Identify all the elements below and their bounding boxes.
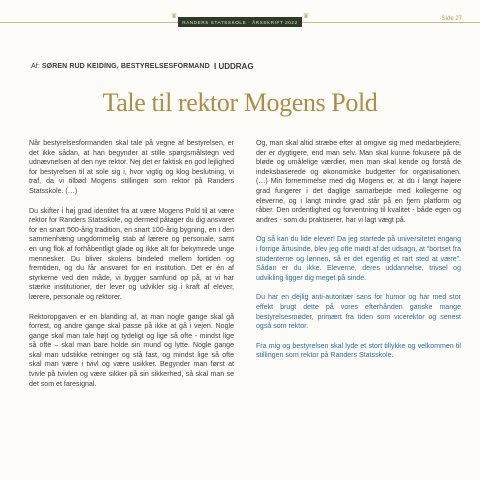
byline-prefix: Af: [31,63,42,70]
paragraph: Rektoropgaven er en blanding af, at man nogle gange skal gå forrest, og andre gange skal passe på ikke at gå i vejen. Nogle gange skal man tale højt og tydeligt og lige så ofte - mindst lige så ofte – skal man bare holde sin mund og lytte. Nogle gange skal man udstikke retninger og stå fast, og mindst lige så ofte skal man være i tvivl og være usikker. Begynder man først at tvivle på tvivlen og være sikker på sin sikkerhed, så skal man se det som et faresignal. [29,313,234,388]
article-title: Tale til rektor Mogens Pold [102,88,378,117]
right-column [256,139,461,371]
byline-author: SØREN RUD KEIDING, BESTYRELSESFORMAND [41,63,210,70]
crown-icon: ♛ [170,13,178,20]
section-label: I UDDRAG [214,62,254,71]
paragraph: Når bestyrelsesformanden skal tale på vegne af bestyrelsen, er det ikke sådan, at han begynder at stille spørgsmålstegn ved udnævnelsen af den nye rektor. Nej det er faktisk en god lejlighed for bestyrelsen til at sole sig i, hvor vigtig og klog beslutning, vi traf, da vi tilbød Mogens stillingen som rektor på Randers Statsskole. (…) [29,140,234,195]
crown-icon: ♛ [302,13,310,20]
paragraph-highlight: Og så kan du lide elever! Da jeg startede på universitetet engang i forrige årtusinde, blev jeg ofte mødt af det udsagn, at “bortset fra studenterne og lønnen, så er det egentlig et rart sted at være”. Sådan er du ikke. Eleverne, deres uddannelse, trivsel og udvikling ligger dig meget på sinde. [256,236,461,282]
header-banner: RANDERS STATSSKOLE · ÅRSSKRIFT 2022 [178,17,302,27]
paragraph: Og, man skal altid stræbe efter at omgive sig med medarbejdere, der er dygtigere, end man selv. Man skal kunne fokusere på de bløde og umålelige værdier, men man skal kende og forstå de indeksbaserede og økonomiske budgetter for organisationen. (…) Min fornemmelse med dig Mogens er, at du i langt højere grad fungerer i det daglige samarbejde med kollegerne og eleverne, og i langt mindre grad står på en fjern platform og råber. Den ordentlighed og forventning til kvalitet - både egen og andres - som du praktiserer, har vi lagt vægt på. [256,140,461,224]
left-column [29,139,234,399]
paragraph: Du skifter i høj grad identitet fra at være Mogens Pold til at være rektor for Randers Statsskole, og dermed påtager du dig ansvaret for en snart 500-årig tradition, en snart 100-årig bygning, en i den sammenhæng ungdommelig stab af lærere og personale, samt en ung flok af forhåbentligt glade og ikke alt for bekymrede unge mennesker. Du bliver skolens bindeled mellem fortiden og fremtiden, og du får ansvaret for en institution. Det er én af styrkerne ved den måde, vi bygger samfund op på, at vi har stærke institutioner, der lever og udvikler sig i kraft af elever, lærere, personale og rektorer. [29,207,234,301]
paragraph-highlight: Du har en dejlig anti-autoritær sans for humor og har med stor effekt brugt dette på vores efterhånden ganske mange bestyrelsesmøder, primært fra tiden som vicerektor og senest også som rektor. [256,294,461,331]
paragraph-highlight: Fra mig og bestyrelsen skal lyde et stort tillykke og velkommen til stillingen som rektor på Randers Statsskole. [256,342,461,360]
byline [31,63,210,70]
page-number: Side 27 [441,16,462,22]
